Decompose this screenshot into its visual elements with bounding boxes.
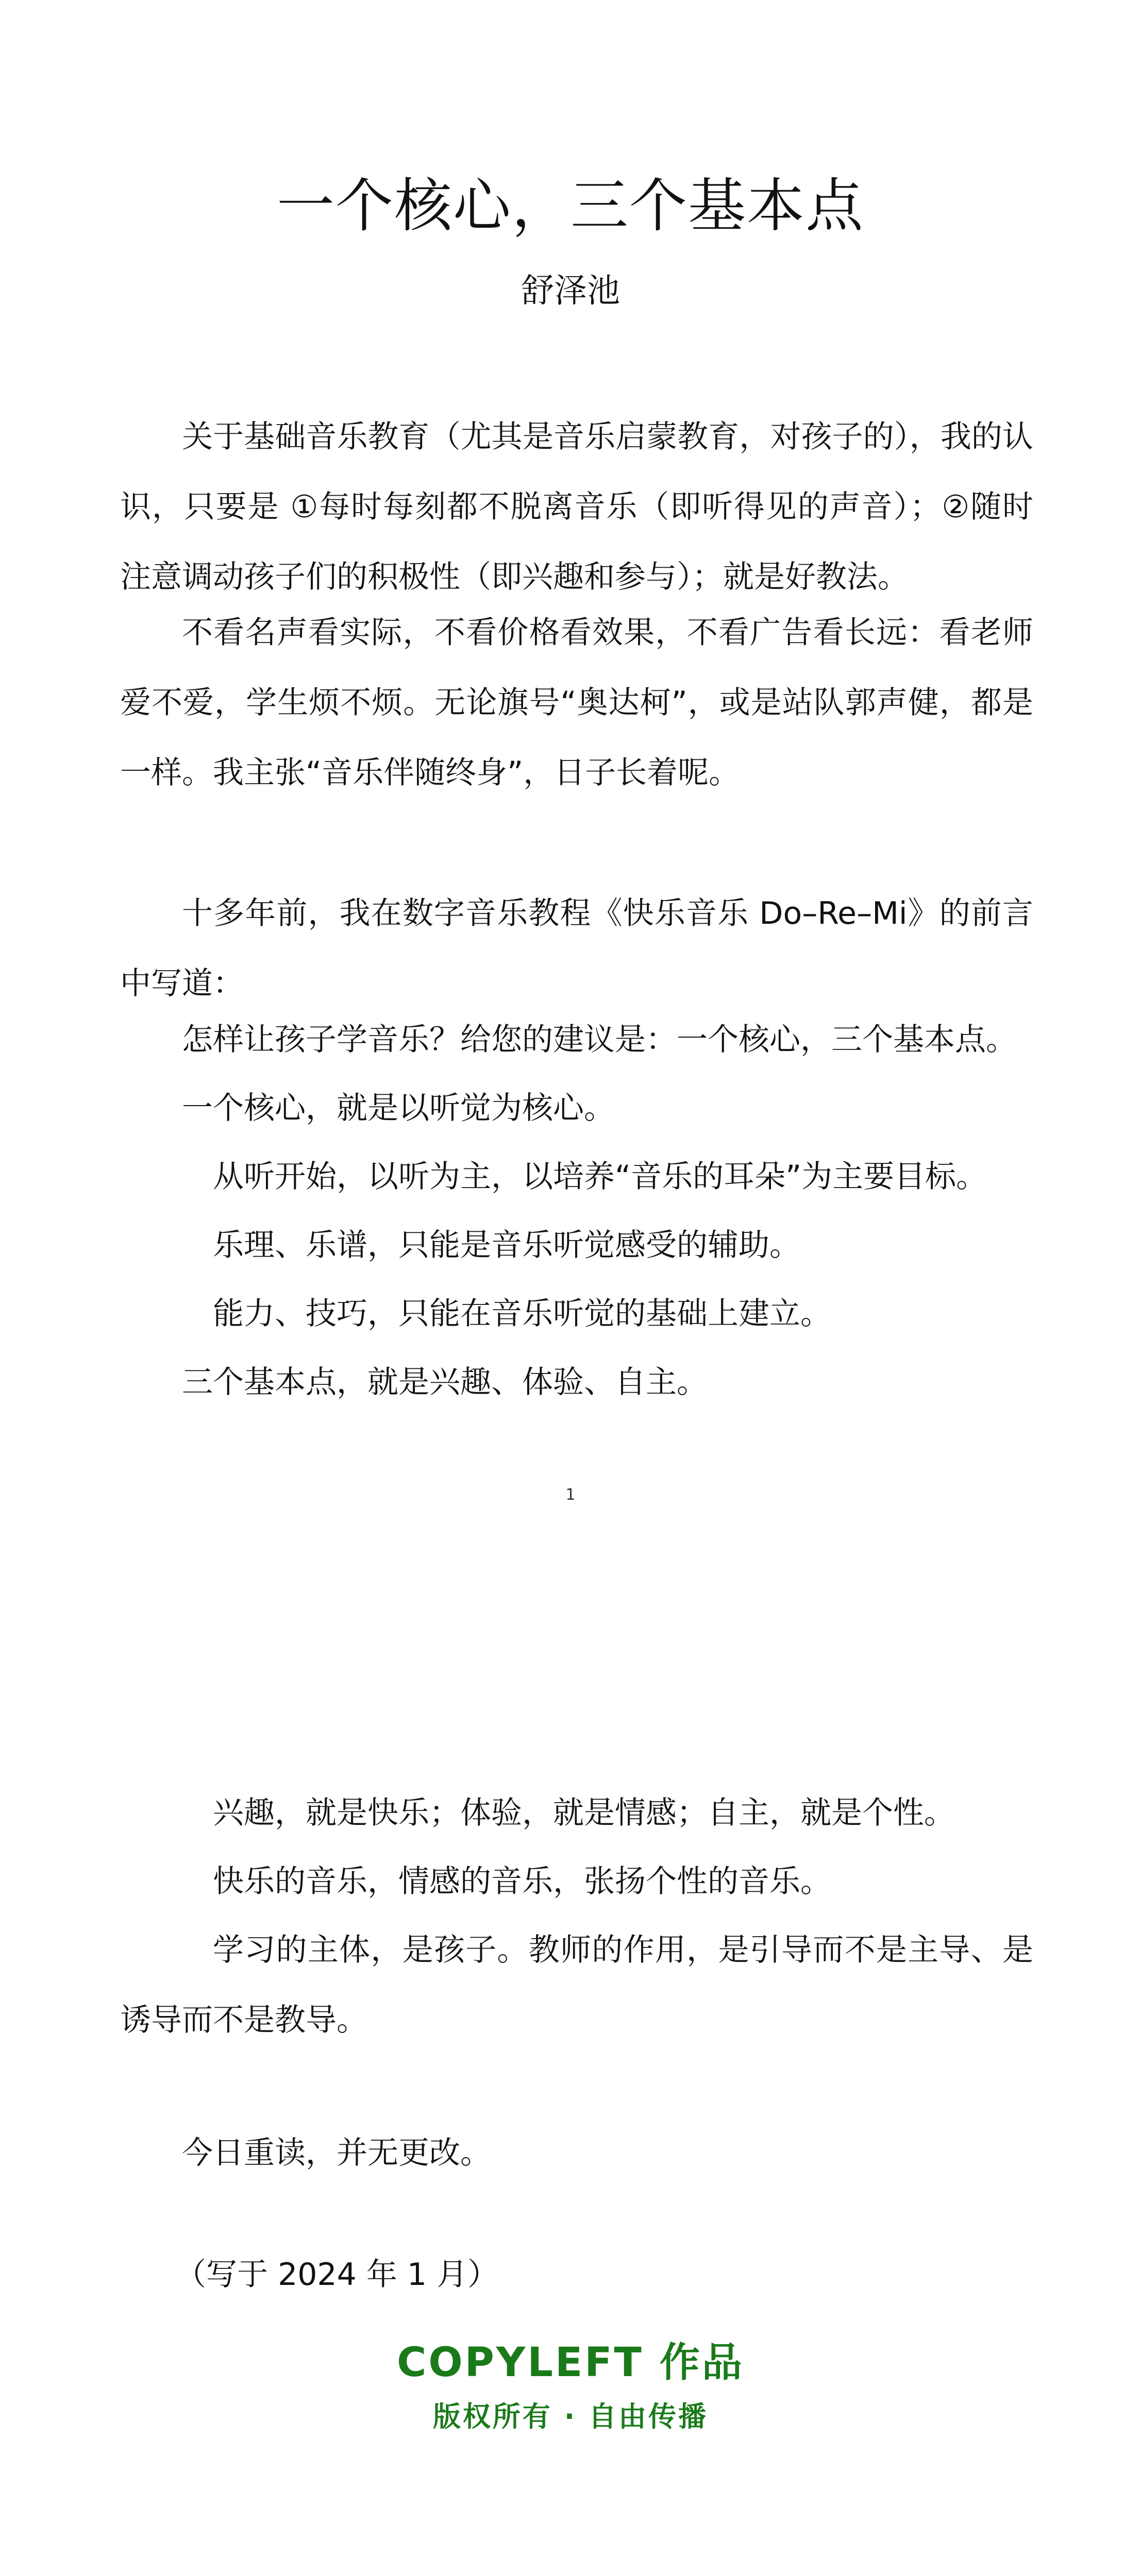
quote-line-8: 快乐的音乐，情感的音乐，张扬个性的音乐。 (213, 1863, 831, 1900)
quote-line-5: 能力、技巧，只能在音乐听觉的基础上建立。 (213, 1296, 831, 1332)
copyleft-badge-subtitle: 版权所有 · 自由传播 (432, 2400, 709, 2433)
page-number: 1 (565, 1486, 576, 1504)
quote-line-1: 怎样让孩子学音乐？给您的建议是：一个核心，三个基本点。 (182, 1022, 1017, 1058)
quote-line-7: 兴趣，就是快乐；体验，就是情感；自主，就是个性。 (213, 1795, 955, 1831)
quote-line-3: 从听开始，以听为主，以培养“音乐的耳朵”为主要目标。 (213, 1159, 987, 1195)
quote-line-6: 三个基本点，就是兴趣、体验、自主。 (182, 1364, 708, 1400)
date-note: （写于 2024 年 1 月） (175, 2257, 499, 2293)
page-2 (0, 1603, 1141, 2576)
paragraph-1: 关于基础音乐教育（尤其是音乐启蒙教育，对孩子的），我的认识，只要是 ①每时每刻都不脱离音乐（即听得见的声音）；②随时注意调动孩子们的积极性（即兴趣和参与）；就是好教法。 (120, 419, 1033, 595)
quote-line-2: 一个核心，就是以听觉为核心。 (182, 1090, 615, 1126)
quote-line-4: 乐理、乐谱，只能是音乐听觉感受的辅助。 (213, 1227, 800, 1263)
paragraph-3: 十多年前，我在数字音乐教程《快乐音乐 Do–Re–Mi》的前言中写道： (120, 895, 1033, 1002)
paragraph-4: 学习的主体，是孩子。教师的作用，是引导而不是主导、是诱导而不是教导。 (120, 1932, 1033, 2038)
article-title: 一个核心，三个基本点 (277, 173, 864, 240)
article-author: 舒泽池 (521, 272, 620, 310)
reread-note: 今日重读，并无更改。 (182, 2135, 491, 2171)
copyleft-badge-title: COPYLEFT 作品 (397, 2340, 744, 2386)
paragraph-2: 不看名声看实际，不看价格看效果，不看广告看长远：看老师爱不爱，学生烦不烦。无论旗号“奥达柯”，或是站队郭声健，都是一样。我主张“音乐伴随终身”，日子长着呢。 (120, 615, 1033, 791)
